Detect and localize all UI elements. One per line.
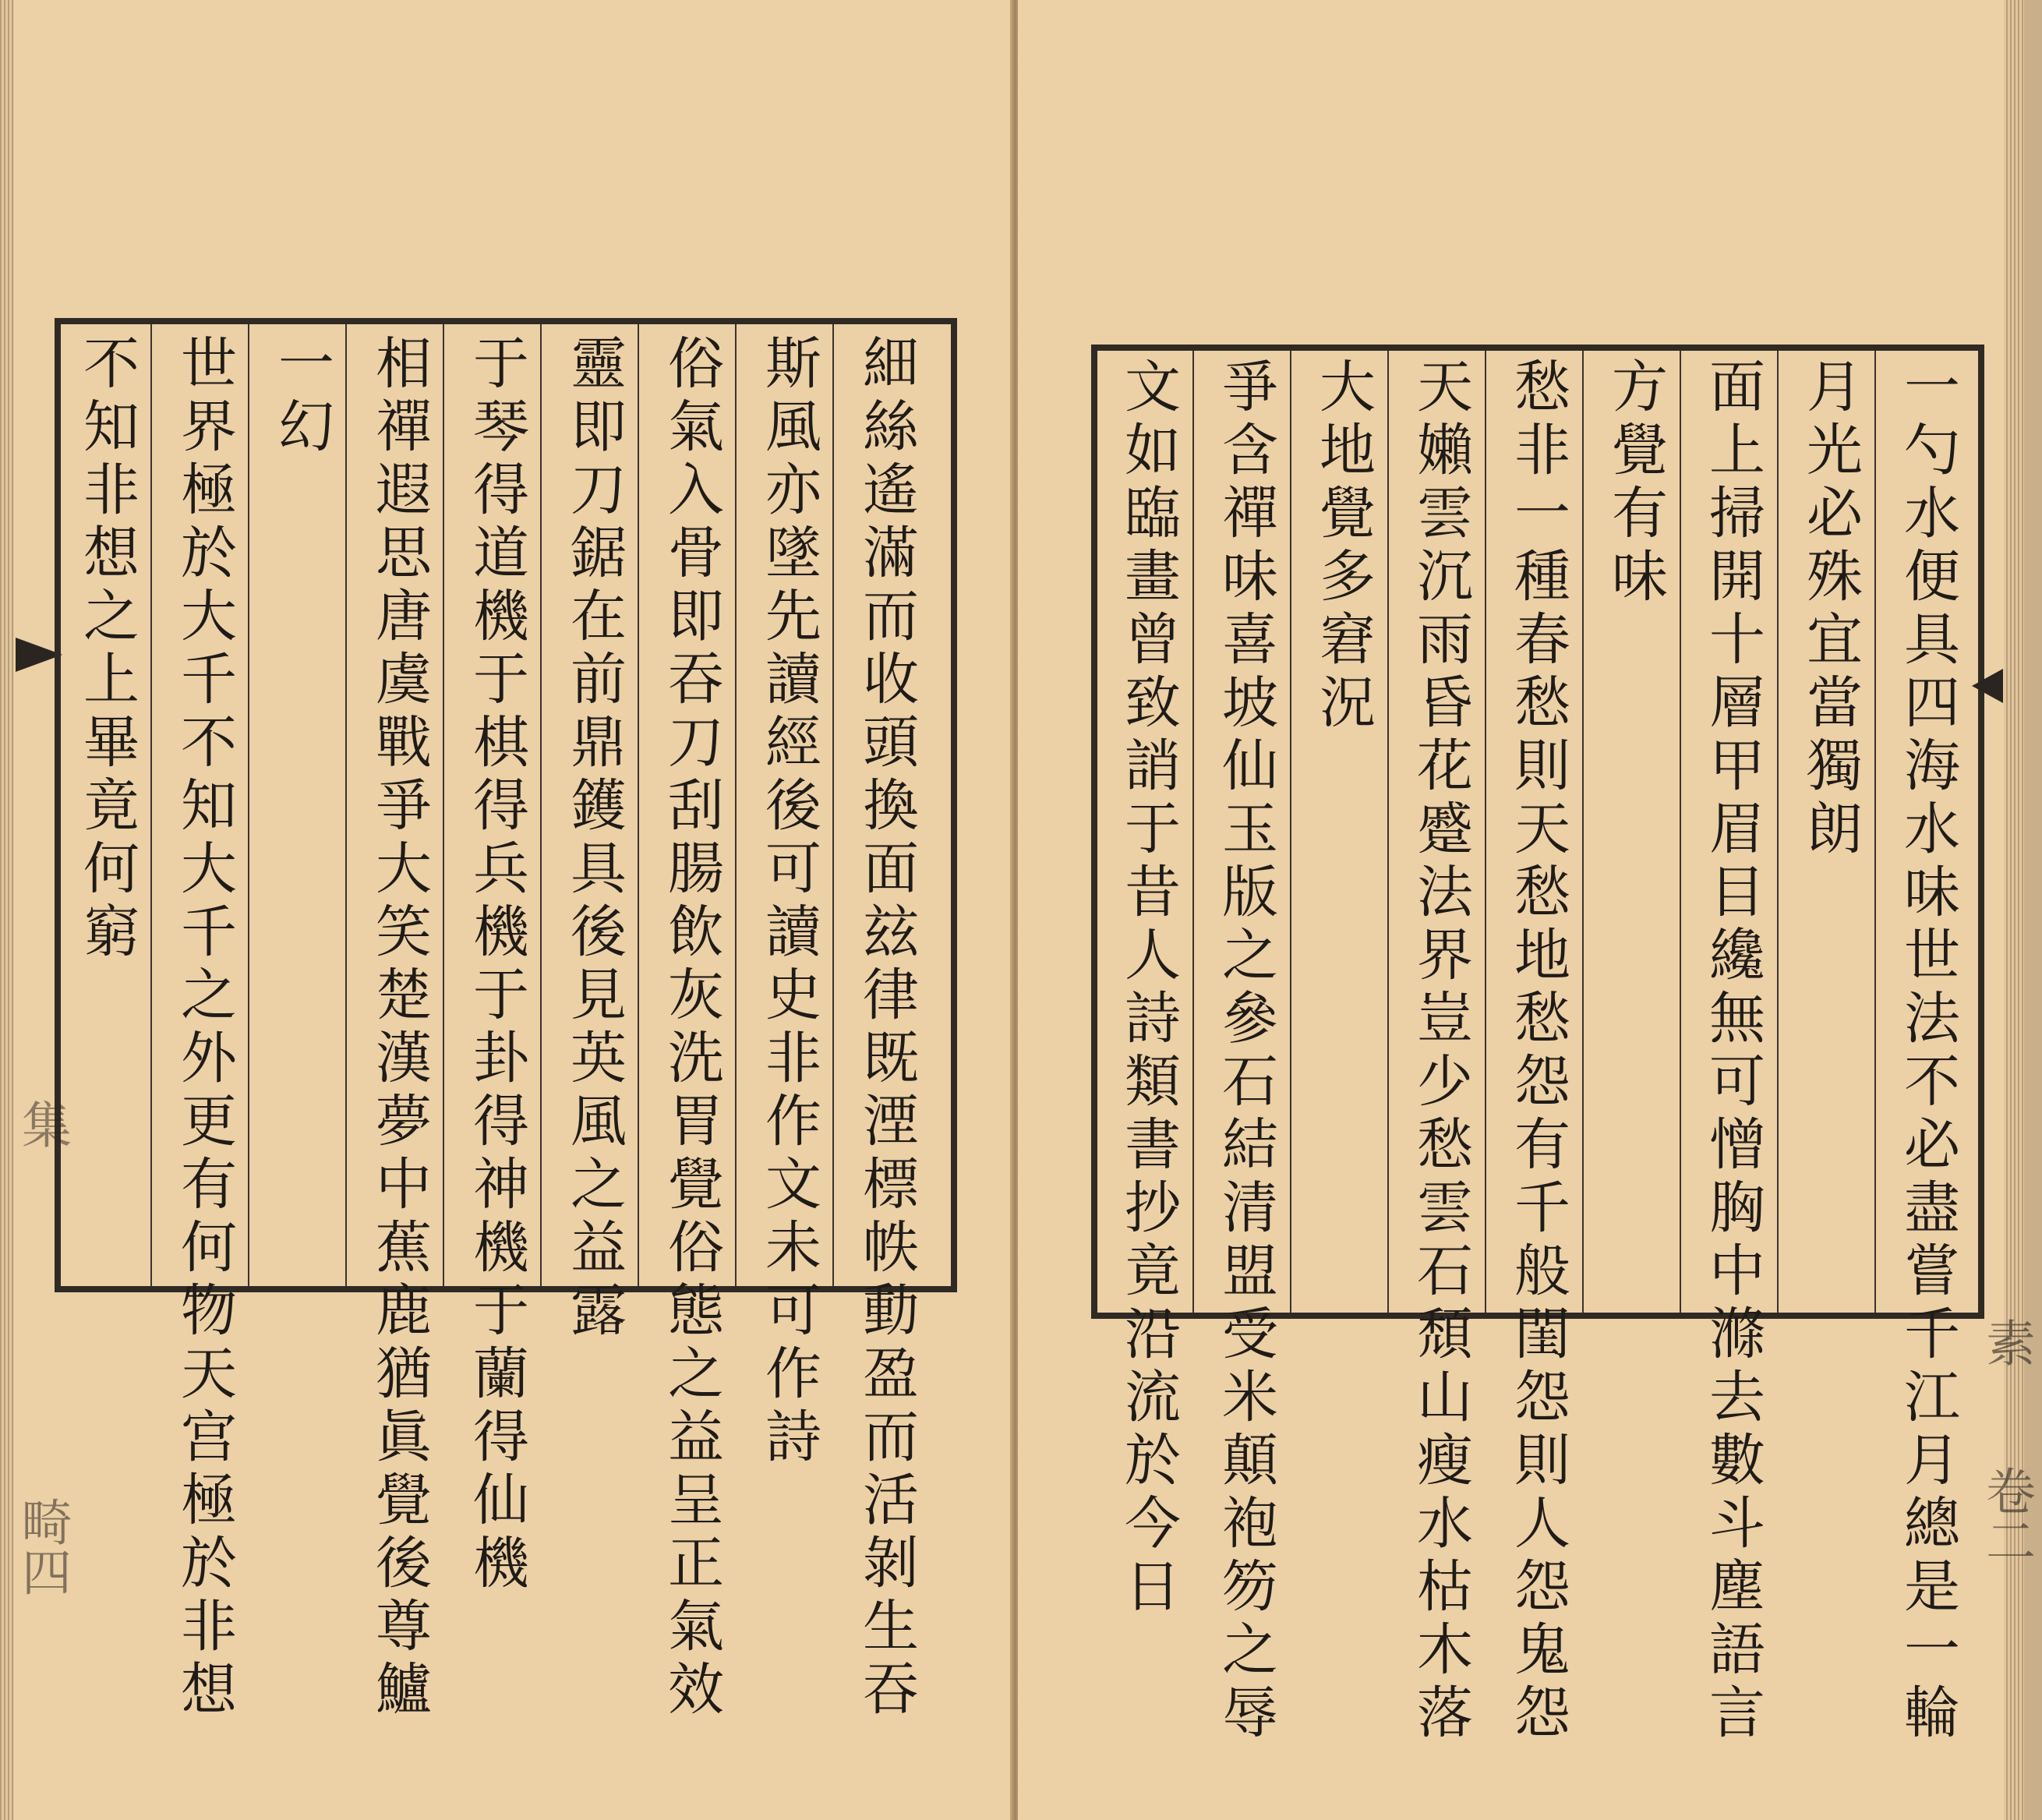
margin-title: 集 [13,1099,71,1149]
fish-tail-marker [1972,669,2003,703]
text-column: 文如臨畫曾致誚于昔人詩類書抄竟沿流於今日 [1115,357,1181,1620]
text-column: 爭含禪味喜坡仙玉版之參石結清盟受米顛袍笏之辱 [1213,357,1278,1746]
left-page [0,0,1013,1820]
text-column: 月光必殊宜當獨朗 [1797,357,1863,862]
text-column: 面上掃開十層甲眉目纔無可憎胸中滌去數斗塵語言 [1700,357,1765,1746]
text-column: 方覺有味 [1602,357,1668,610]
text-column: 一勺水便具四海水味世法不必盡嘗千江月總是一輪 [1895,357,1960,1746]
text-column: 一幻 [269,334,334,460]
text-column: 于琴得道機于棋得兵機于卦得神機于蘭得仙機 [464,334,529,1596]
text-column: 細絲遙滿而收頭換面玆律既湮標帙動盈而活剝生吞 [853,334,919,1723]
margin-folio: 畸四 [13,1497,71,1596]
margin-volume: 卷二 [1977,1465,2035,1565]
text-column: 相禪遐思唐虞戰爭大笑楚漢夢中蕉鹿猶眞覺後尊鱸 [366,334,432,1723]
text-column: 世界極於大千不知大千之外更有何物天宫極於非想 [171,334,237,1723]
text-column: 俗氣入骨即吞刀刮腸飲灰洗胃覺俗態之益呈正氣效 [659,334,724,1723]
text-column: 天嬾雲沉雨昏花蹙法界豈少愁雲石頹山瘦水枯木落 [1408,357,1473,1746]
text-column: 愁非一種春愁則天愁地愁怨有千般閨怨則人怨鬼怨 [1505,357,1570,1746]
text-column: 斯風亦墜先讀經後可讀史非作文未可作詩 [756,334,821,1470]
text-column: 大地覺多窘況 [1310,357,1376,736]
right-page [1018,0,2035,1820]
margin-title: 素 [1977,1317,2035,1367]
text-column: 靈即刀鋸在前鼎鑊具後見英風之益露 [561,334,627,1344]
text-column: 不知非想之上畢竟何窮 [74,334,140,965]
